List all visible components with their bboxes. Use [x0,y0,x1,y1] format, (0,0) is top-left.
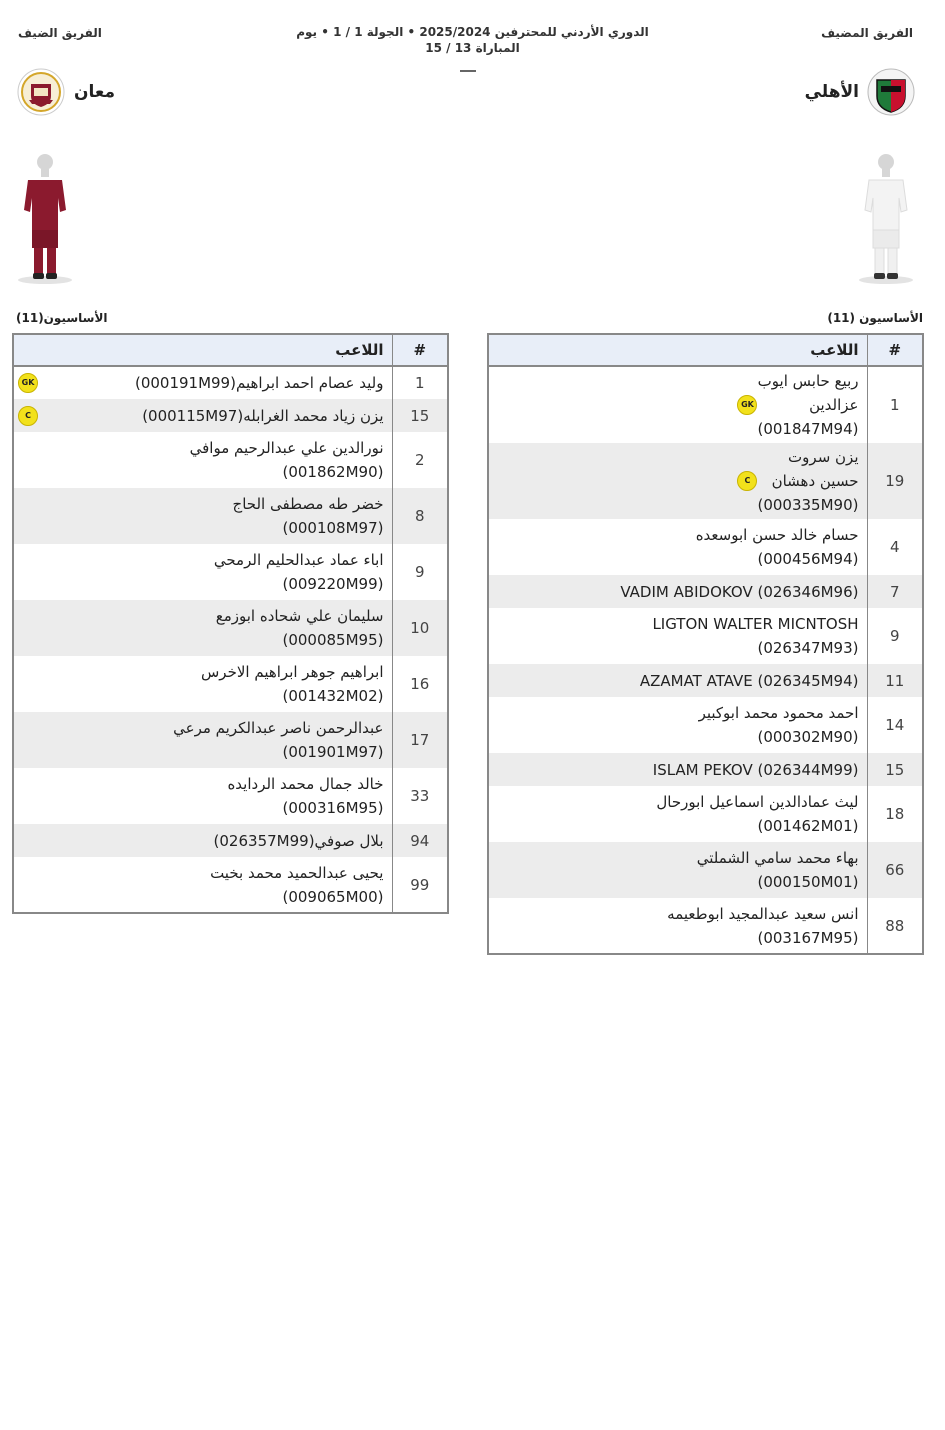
player-id-line: (001462M01) [757,817,859,835]
player-id-line: (009065M00) [282,887,384,906]
player-cell-content [493,902,859,950]
player-name-line: يحيى عبدالحميد محمد بخيت [210,863,384,882]
player-cell-content [493,580,859,604]
player-row [488,664,923,697]
table-header-row [488,334,923,366]
player-number: 10 [392,600,448,656]
player-row [13,600,448,656]
player-id-line: (026347M93) [757,639,859,657]
player-cell-content [493,846,859,894]
player-row [488,575,923,608]
player-cell-content [18,716,384,764]
player-number: 11 [867,664,923,697]
col-number-header: # [392,334,448,366]
player-cell-content [18,371,384,395]
player-cell [488,753,867,786]
player-number: 94 [392,824,448,857]
player-name-line: ISLAM PEKOV (026344M99) [652,760,859,779]
player-cell-content [493,523,859,571]
player-id-line: (000302M90) [757,728,859,746]
home-starters-label: الأساسيون (11) [827,311,923,325]
player-cell-content [18,660,384,708]
match-title [240,24,705,56]
player-row [13,399,448,432]
player-number: 66 [867,842,923,898]
player-cell-content [493,758,859,782]
col-player-header: اللاعب [13,334,392,366]
player-name-line: احمد محمود محمد ابوكبير [698,704,859,722]
player-name-line: خالد جمال محمد الردايده [227,775,384,793]
goalkeeper-badge: GK [737,395,757,415]
player-number: 17 [392,712,448,768]
player-cell-content [18,548,384,596]
player-name-line: نورالدين علي عبدالرحيم موافي [189,439,384,457]
home-team-name: الأهلي [804,82,859,102]
player-name [135,371,384,395]
player-row [13,488,448,544]
player-cell [488,898,867,954]
home-lineup-table [487,333,924,955]
player-cell [13,600,392,656]
player-number: 15 [392,399,448,432]
player-cell-content [493,669,859,693]
player-cell [488,519,867,575]
player-cell [13,488,392,544]
player-cell [13,399,392,432]
player-name [667,902,858,950]
player-cell-content [493,369,859,441]
player-name [699,701,859,749]
player-name [210,861,383,909]
player-cell-content [18,436,384,484]
player-row [13,824,448,857]
player-name-line: يزن سروت حسين دهشان [771,448,859,490]
goalkeeper-badge: GK [18,373,38,393]
player-name-line: سليمان علي شحاده ابوزمع [215,607,384,625]
player-name-line: حسام خالد حسن ابوسعده [695,526,859,544]
player-number: 16 [392,656,448,712]
player-number: 88 [867,898,923,954]
player-id-line: (000150M01) [757,873,859,891]
player-row [13,544,448,600]
player-name [227,772,383,820]
player-number: 15 [867,753,923,786]
player-name-line: خضر طه مصطفى الحاج [232,495,384,513]
player-name [173,716,383,764]
player-cell [13,768,392,824]
away-kit-icon [16,150,74,290]
away-lineup-table [12,333,449,914]
player-name [652,612,858,660]
col-player-header: اللاعب [488,334,867,366]
player-name-line: ابراهيم جوهر ابراهيم الاخرس [200,663,384,681]
player-name [696,523,859,571]
home-team-logo [867,68,915,120]
player-cell [488,366,867,443]
player-cell [13,544,392,600]
player-name-line: اباء عماد عبدالحليم الرمحي [213,551,384,569]
player-id-line: (001432M02) [282,687,384,705]
player-cell-content [18,604,384,652]
player-number: 4 [867,519,923,575]
away-starters-label: الأساسيون(11) [16,311,108,325]
player-name-line: انس سعيد عبدالمجيد ابوطعيمه [667,904,859,923]
player-id-line: (001847M94) [757,420,859,438]
player-name [233,492,384,540]
player-name [620,580,858,604]
player-row [13,712,448,768]
player-name-line: يزن زياد محمد الغرابله(000115M97) [142,406,384,425]
player-cell-content [18,492,384,540]
player-cell-content [493,445,859,517]
player-row [13,857,448,913]
player-name-line: ربيع حابس ايوب عزالدين [757,372,859,414]
player-cell [13,656,392,712]
player-cell [488,575,867,608]
player-number: 33 [392,768,448,824]
player-name-line: بهاء محمد سامي الشملتي [696,849,859,867]
player-id-line: (000085M95) [282,631,384,649]
player-id-line: (000108M97) [282,519,384,537]
away-team-label: الفريق الضيف [18,26,102,40]
player-number: 18 [867,786,923,842]
player-name [757,369,858,441]
away-team-name: معان [74,82,116,102]
col-number-header: # [867,334,923,366]
player-name-line: عبدالرحمن ناصر عبدالكريم مرعي [173,719,384,737]
player-row [488,842,923,898]
player-name-line: AZAMAT ATAVE (026345M94) [639,671,859,690]
player-number: 8 [392,488,448,544]
player-number: 19 [867,443,923,519]
player-name-line: بلال صوفي(026357M99) [213,831,384,850]
player-row [488,366,923,443]
player-cell [13,432,392,488]
player-name [653,758,859,782]
player-row [13,366,448,399]
player-row [488,786,923,842]
player-cell-content [18,861,384,909]
player-row [488,697,923,753]
player-cell-content [493,701,859,749]
player-number: 9 [392,544,448,600]
player-name [656,790,858,838]
player-number: 14 [867,697,923,753]
player-id-line: (000335M90) [757,496,859,514]
player-row [488,898,923,954]
player-cell [13,366,392,399]
player-cell [13,712,392,768]
competition-line: الدوري الأردني للمحترفين 2025/2024 • الجولة 1 / 1 • يوم [296,25,649,39]
player-row [13,656,448,712]
player-id-line: (003167M95) [757,928,859,947]
player-cell [488,697,867,753]
player-name-line: وليد عصام احمد ابراهيم(000191M99) [134,374,384,392]
match-number-line: المباراة 13 / 15 [425,41,520,55]
player-name [190,436,384,484]
player-name [142,404,383,428]
player-number: 1 [867,366,923,443]
player-number: 7 [867,575,923,608]
player-row [488,753,923,786]
home-team-label: الفريق المضيف [821,26,913,40]
player-id-line: (000316M95) [282,799,384,817]
away-team-logo [17,68,65,120]
player-cell [488,842,867,898]
table-header-row [13,334,448,366]
player-number: 2 [392,432,448,488]
player-row [13,768,448,824]
player-number: 99 [392,857,448,913]
player-name [697,846,859,894]
player-cell [13,857,392,913]
player-row [13,432,448,488]
player-name [640,669,859,693]
score-separator [460,70,476,72]
captain-badge: C [737,471,757,491]
player-id-line: (000456M94) [757,550,859,568]
player-name [201,660,384,708]
player-name-line: LIGTON WALTER MICNTOSH [652,615,859,633]
player-cell-content [18,829,384,853]
player-number: 9 [867,608,923,664]
player-name-line: ليث عمادالدين اسماعيل ابورحال [656,793,859,811]
player-cell-content [18,404,384,428]
player-id-line: (001901M97) [282,743,384,761]
player-cell [13,824,392,857]
player-name [216,604,384,652]
player-cell [488,664,867,697]
player-row [488,443,923,519]
player-cell [488,786,867,842]
player-cell-content [18,772,384,820]
player-name-line: VADIM ABIDOKOV (026346M96) [620,582,859,601]
player-cell-content [493,790,859,838]
player-number: 1 [392,366,448,399]
player-row [488,608,923,664]
player-name [214,548,384,596]
player-id-line: (009220M99) [282,575,384,593]
player-id-line: (001862M90) [282,463,384,481]
player-cell [488,608,867,664]
player-cell [488,443,867,519]
home-kit-icon [857,150,915,290]
player-name [757,445,858,517]
player-name [214,829,384,853]
player-row [488,519,923,575]
player-cell-content [493,612,859,660]
captain-badge: C [18,406,38,426]
